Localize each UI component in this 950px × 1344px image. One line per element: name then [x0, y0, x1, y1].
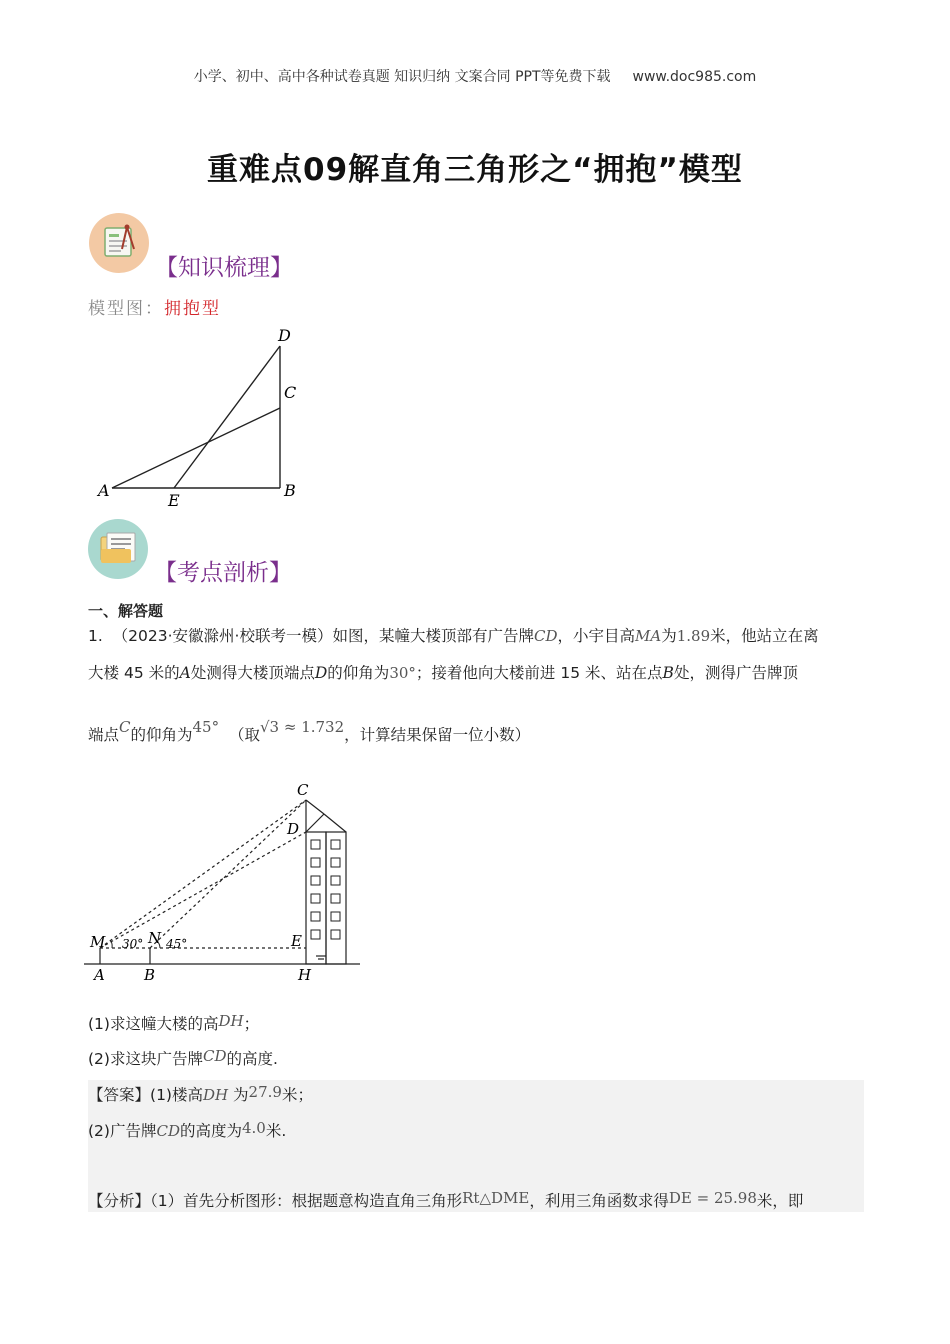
- var-ma: MA: [635, 627, 662, 645]
- var-cd: CD: [156, 1122, 180, 1140]
- angle-arc-30: [111, 941, 112, 948]
- line-ed: [174, 346, 280, 488]
- value-cd: 4.0: [242, 1119, 266, 1137]
- label-b: B: [284, 481, 296, 500]
- sight-line-mc: [100, 800, 306, 948]
- question-line-1: [88, 626, 819, 646]
- page-header: [0, 66, 950, 86]
- question-text: 端点: [88, 726, 120, 744]
- question-text: 的仰角为: [130, 726, 193, 744]
- sub-question-text: ；: [243, 1015, 260, 1033]
- label-a: A: [98, 481, 110, 500]
- answer-text: 米；: [281, 1086, 313, 1104]
- answer-line-1: [88, 1085, 313, 1105]
- question-text: 处，测得广告牌顶: [673, 664, 798, 682]
- value-height: 1.89: [676, 627, 711, 645]
- header-url[interactable]: www.doc985.com: [632, 69, 757, 85]
- question-text: 为: [661, 627, 677, 645]
- var-cd: CD: [202, 1047, 227, 1065]
- question-text: 如图，某幢大楼顶部有广告牌: [332, 627, 534, 645]
- question-type: 一、解答题: [88, 602, 164, 620]
- folder-icon: [88, 519, 148, 579]
- model-label-line: [88, 294, 221, 319]
- section-knowledge-title: 【知识梳理】: [155, 255, 293, 281]
- value-dh: 27.9: [248, 1083, 282, 1101]
- value-sqrt3: √3 ≈ 1.732: [259, 718, 345, 736]
- question-text: 的仰角为: [327, 664, 390, 682]
- answer-text: 的高度为: [179, 1122, 242, 1140]
- question-number: 1.: [88, 627, 103, 645]
- value-angle-30: 30°: [389, 664, 416, 682]
- value-distance-15: 15: [560, 664, 581, 682]
- var-cd: CD: [533, 627, 558, 645]
- question-line-3: [88, 718, 531, 745]
- analysis-line: [88, 1191, 803, 1211]
- page-title: 重难点09解直角三角形之“拥抱”模型: [207, 152, 743, 188]
- label-h: H: [298, 966, 312, 984]
- point-a: A: [179, 664, 191, 682]
- var-dh: DH: [202, 1086, 229, 1104]
- header-text: 小学、初中、高中各种试卷真题 知识归纳 文案合同 PPT等免费下载: [193, 69, 611, 85]
- analysis-text: ，利用三角函数求得: [529, 1192, 669, 1210]
- analysis-text: 米，即: [756, 1192, 804, 1210]
- question-text: 米的: [148, 664, 180, 682]
- sub-question-2: [88, 1049, 278, 1069]
- label-c: C: [284, 383, 297, 402]
- roof-edge-1: [306, 814, 324, 832]
- label-e: E: [291, 932, 302, 950]
- label-b: B: [144, 966, 156, 984]
- answer-text: 为: [233, 1086, 249, 1104]
- label-c: C: [297, 781, 309, 799]
- angle-label-45: 45°: [166, 937, 188, 951]
- line-ac: [112, 408, 280, 488]
- expr-de: DE = 25.98: [668, 1189, 757, 1207]
- value-angle-45: 45°: [192, 718, 220, 736]
- sub-question-text: (2)求这块广告牌: [88, 1050, 203, 1068]
- question-text: 处测得大楼顶端点: [190, 664, 315, 682]
- value-distance-45: 45: [123, 664, 144, 682]
- sight-line-nc: [150, 800, 306, 948]
- question-text: ，计算结果保留一位小数）: [344, 726, 531, 744]
- building-front: [306, 832, 326, 964]
- sub-question-text: (1)求这幢大楼的高: [88, 1015, 219, 1033]
- billboard-edge: [306, 800, 324, 814]
- sub-question-text: 的高度.: [226, 1050, 278, 1068]
- answer-line-2: [88, 1121, 286, 1141]
- answer-label: 【答案】: [88, 1086, 151, 1104]
- label-d: D: [287, 820, 300, 838]
- model-name: 拥抱型: [164, 299, 221, 319]
- analysis-label: 【分析】: [88, 1192, 151, 1210]
- label-d: D: [278, 326, 291, 345]
- notebook-icon: [89, 213, 149, 273]
- label-e: E: [168, 491, 180, 510]
- question-line-2: [88, 663, 798, 683]
- sub-question-1: [88, 1014, 259, 1034]
- var-dh: DH: [218, 1012, 244, 1030]
- angle-label-30: 30°: [122, 937, 144, 951]
- question-source: （2023·安徽滁州·校联考一模）: [112, 627, 333, 645]
- label-m: M: [90, 933, 106, 951]
- answer-text: (2)广告牌: [88, 1122, 157, 1140]
- roof-edge-2: [324, 814, 346, 832]
- model-diagram: [92, 320, 312, 510]
- expr-rt-dme: Rt△DME: [462, 1189, 530, 1207]
- question-text: 米、站在点: [585, 664, 663, 682]
- label-n: N: [148, 929, 162, 947]
- question-text: 大楼: [88, 664, 120, 682]
- answer-text: (1)楼高: [150, 1086, 203, 1104]
- question-text: ，小宇目高: [557, 627, 636, 645]
- sight-line-md: [100, 832, 306, 948]
- question-text: 米，他站立在离: [710, 627, 819, 645]
- section-analysis-title: 【考点剖析】: [154, 560, 292, 586]
- answer-text: 米.: [265, 1122, 287, 1140]
- label-a: A: [94, 966, 105, 984]
- point-d: D: [314, 664, 328, 682]
- question-text: ；接着他向大楼前进: [415, 664, 556, 682]
- building-side: [326, 832, 346, 964]
- point-c: C: [119, 718, 131, 736]
- building-diagram: [84, 780, 374, 990]
- model-label: 模型图：: [88, 299, 164, 319]
- analysis-text: （1）首先分析图形：根据题意构造直角三角形: [150, 1192, 463, 1210]
- question-text: （取: [228, 726, 260, 744]
- point-b: B: [662, 664, 674, 682]
